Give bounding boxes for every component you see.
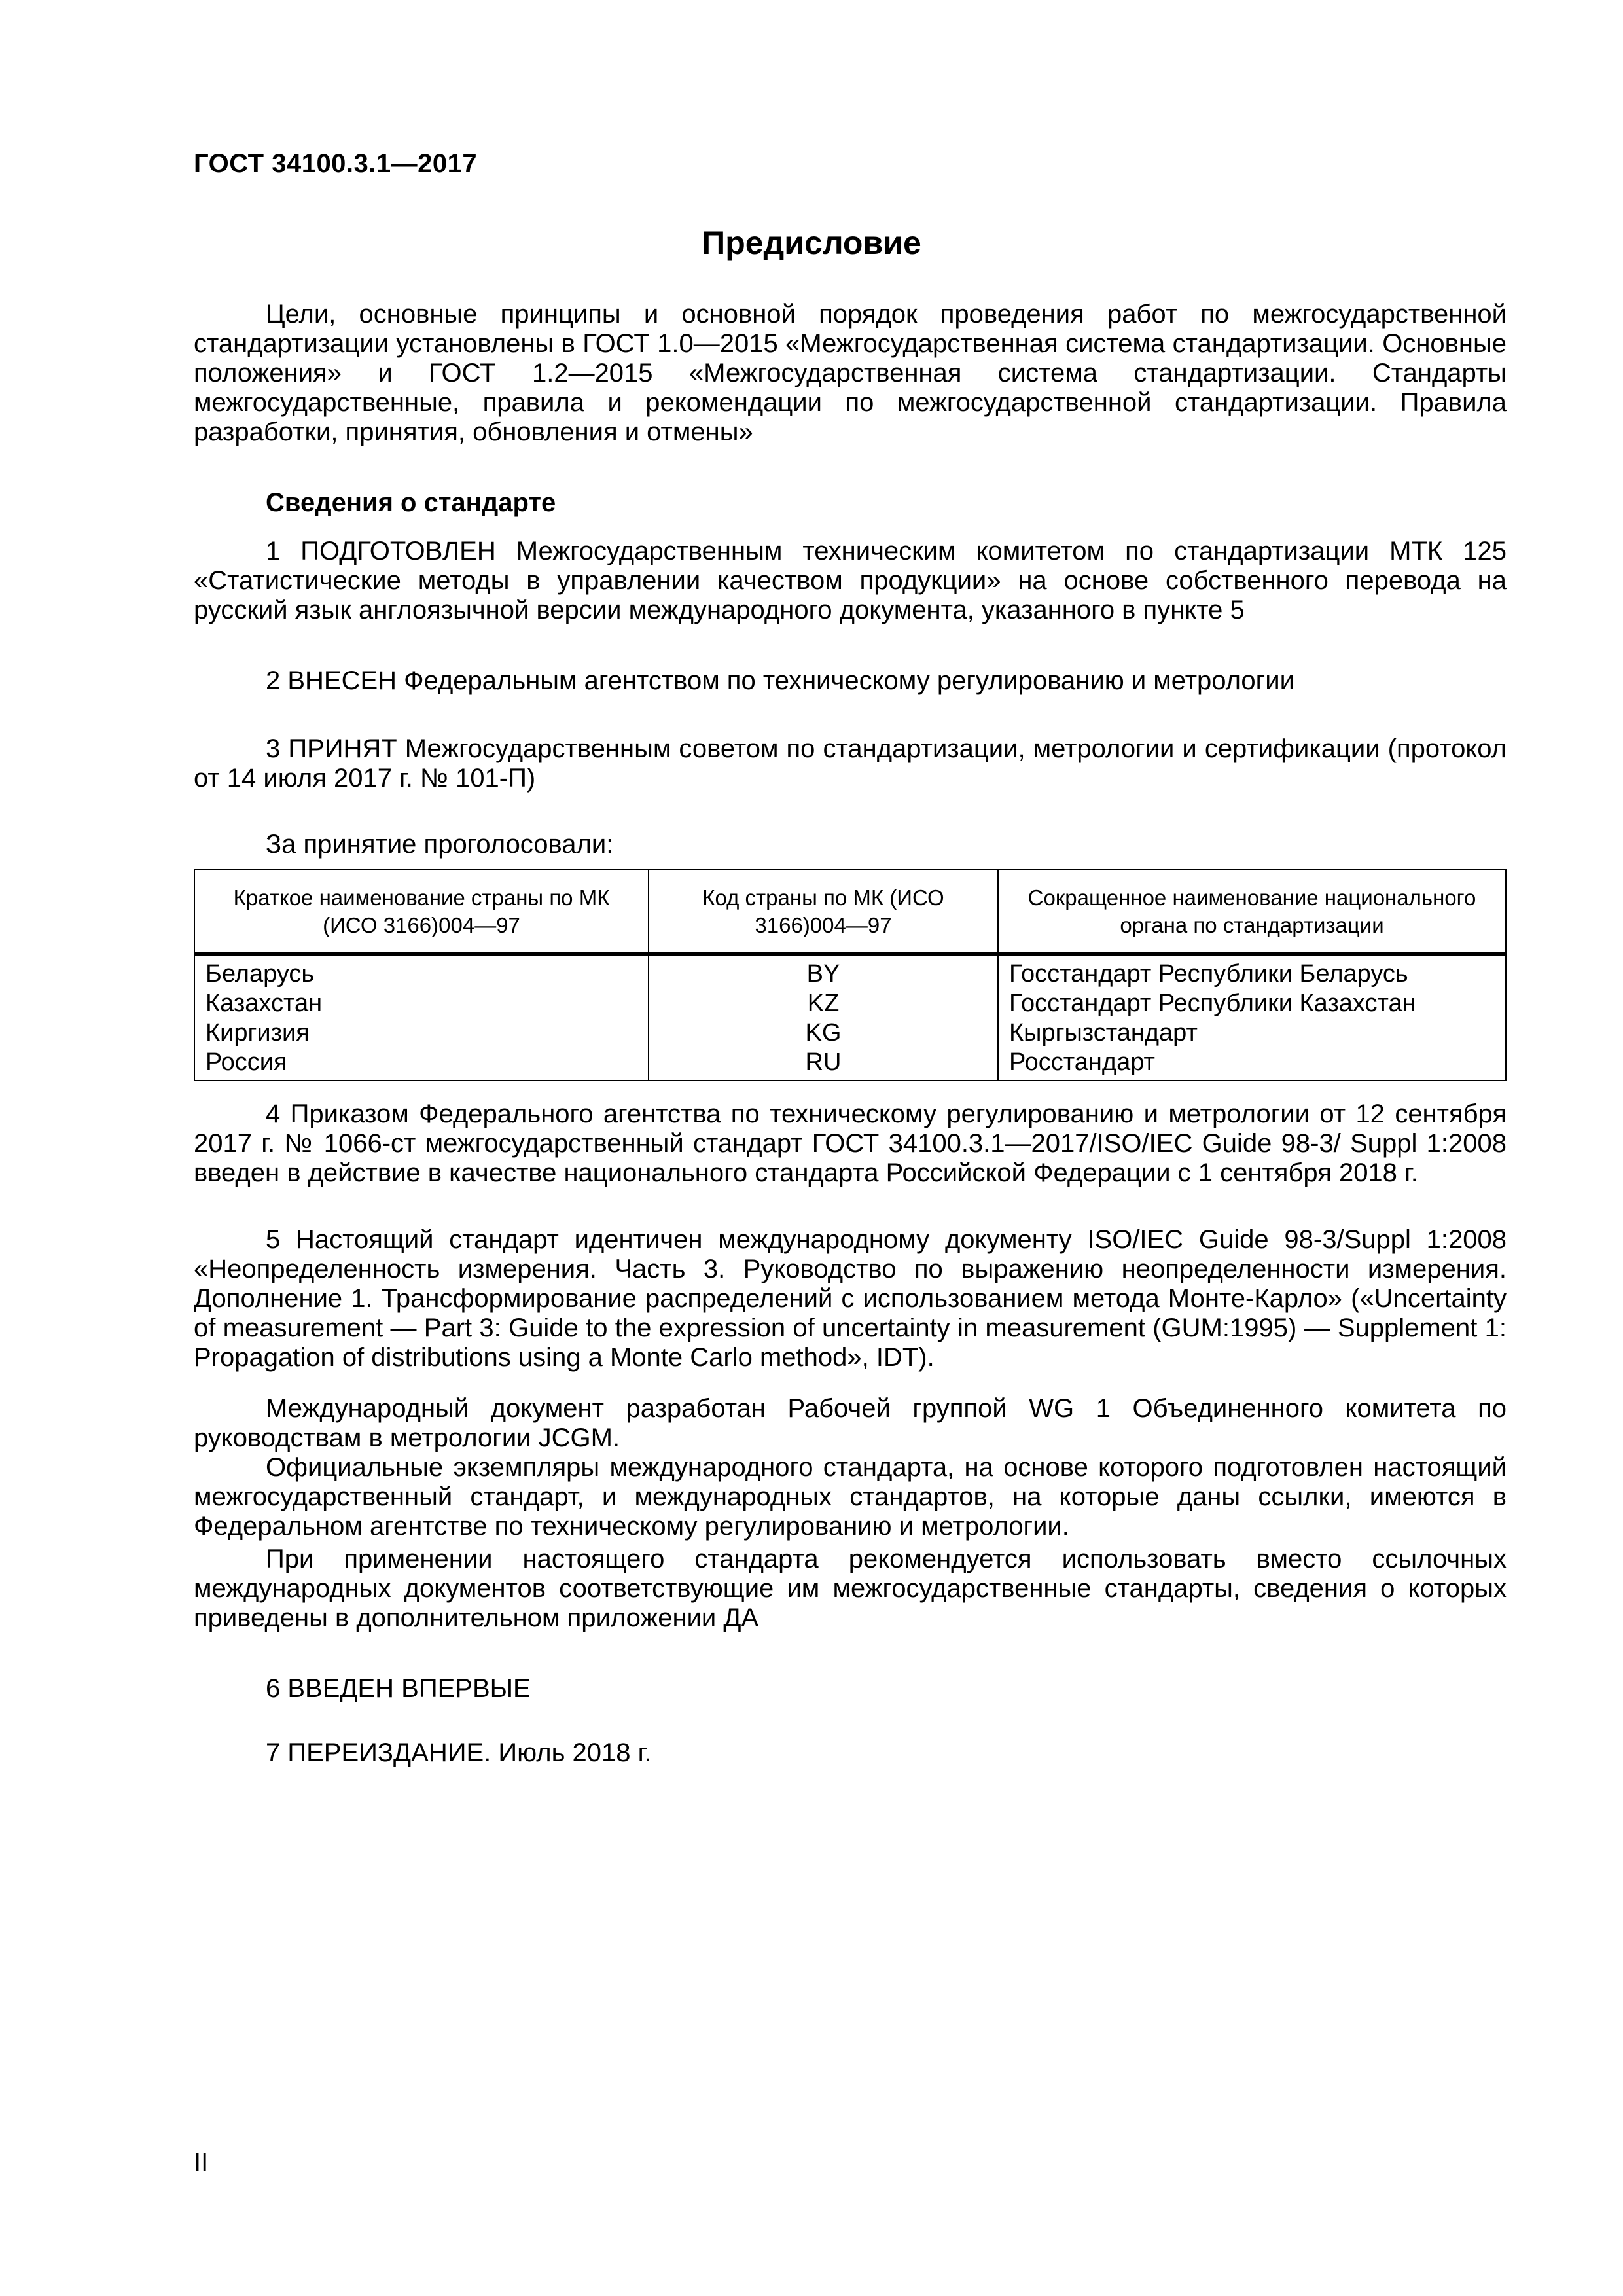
item-5-paragraph-2: Международный документ разработан Рабочей группой WG 1 Объединенного комитета по руководствам в метрологии JCGM. xyxy=(194,1394,1507,1452)
header-body: Сокращенное наименование национального органа по стандартизации xyxy=(998,870,1506,954)
page-title: Предисловие xyxy=(702,224,921,261)
cell-country: Беларусь xyxy=(194,954,649,990)
header-country: Краткое наименование страны по МК (ИСО 3166)004—97 xyxy=(194,870,649,954)
cell-body: Госстандарт Республики Беларусь xyxy=(998,954,1506,990)
cell-body: Росстандарт xyxy=(998,1048,1506,1081)
cell-code: BY xyxy=(649,954,998,990)
item-5-paragraph-3: Официальные экземпляры международного стандарта, на основе которого подготовлен настоящий межгосударственный стандарт, и международных стандартов, на которые даны ссылки, имеются в Федеральном агентстве по техническому регулированию и метрологии. xyxy=(194,1453,1507,1541)
cell-body: Кыргызстандарт xyxy=(998,1018,1506,1048)
info-heading: Сведения о стандарте xyxy=(266,488,556,517)
header-code: Код страны по МК (ИСО 3166)004—97 xyxy=(649,870,998,954)
cell-code: KG xyxy=(649,1018,998,1048)
page-number: II xyxy=(194,2148,209,2177)
item-3-paragraph: 3 ПРИНЯТ Межгосударственным советом по стандартизации, метрологии и сертификации (протокол от 14 июля 2017 г. № 101-П) xyxy=(194,734,1507,793)
voted-label: За принятие проголосовали: xyxy=(266,830,614,859)
item-2-paragraph: 2 ВНЕСЕН Федеральным агентством по техническому регулированию и метрологии xyxy=(266,666,1294,695)
cell-country: Россия xyxy=(194,1048,649,1081)
document-header: ГОСТ 34100.3.1—2017 xyxy=(194,149,478,178)
intro-paragraph: Цели, основные принципы и основной порядок проведения работ по межгосударственной стандартизации установлены в ГОСТ 1.0—2015 «Межгосударственная система стандартизации. Основные положения» и ГОСТ 1.2—2015 «Межгосударственная система стандартизации. Стандарты межгосударственные, правила и рекомендации по межгосударственной стандартизации. Правила разработки, принятия, обновления и отмены» xyxy=(194,300,1507,446)
cell-country: Казахстан xyxy=(194,989,649,1018)
cell-body: Госстандарт Республики Казахстан xyxy=(998,989,1506,1018)
item-5-paragraph: 5 Настоящий стандарт идентичен международному документу ISO/IEC Guide 98-3/Suppl 1:2008 «Неопределенность измерения. Часть 3. Руководство по выражению неопределенности измерения. Дополнение 1. Трансформирование распределений с использованием метода Монте-Карло» («Uncertainty of measurement — Part 3: Guide to the expression of uncertainty in measurement (GUM:1995) — Supplement 1: Propagation of distributions using a Monte Carlo method», IDT). xyxy=(194,1225,1507,1372)
item-4-paragraph: 4 Приказом Федерального агентства по техническому регулированию и метрологии от 12 сентября 2017 г. № 1066-ст межгосударственный стандарт ГОСТ 34100.3.1—2017/ISO/IEC Guide 98-3/ Suppl 1:2008 введен в действие в качестве национального стандарта Российской Федерации с 1 сентября 2018 г. xyxy=(194,1100,1507,1187)
table-row xyxy=(194,954,1506,990)
table-header-row xyxy=(194,870,1506,954)
voting-table xyxy=(194,869,1507,1081)
item-6-paragraph: 6 ВВЕДЕН ВПЕРВЫЕ xyxy=(266,1674,531,1703)
item-7-paragraph: 7 ПЕРЕИЗДАНИЕ. Июль 2018 г. xyxy=(266,1738,652,1767)
cell-code: RU xyxy=(649,1048,998,1081)
cell-code: KZ xyxy=(649,989,998,1018)
table-row xyxy=(194,989,1506,1018)
item-5-paragraph-4: При применении настоящего стандарта рекомендуется использовать вместо ссылочных международных документов соответствующие им межгосударственные стандарты, сведения о которых приведены в дополнительном приложении ДА xyxy=(194,1545,1507,1632)
cell-country: Киргизия xyxy=(194,1018,649,1048)
item-1-paragraph: 1 ПОДГОТОВЛЕН Межгосударственным техническим комитетом по стандартизации МТК 125 «Статистические методы в управлении качеством продукции» на основе собственного перевода на русский язык англоязычной версии международного документа, указанного в пункте 5 xyxy=(194,537,1507,624)
table-row xyxy=(194,1048,1506,1081)
table-row xyxy=(194,1018,1506,1048)
